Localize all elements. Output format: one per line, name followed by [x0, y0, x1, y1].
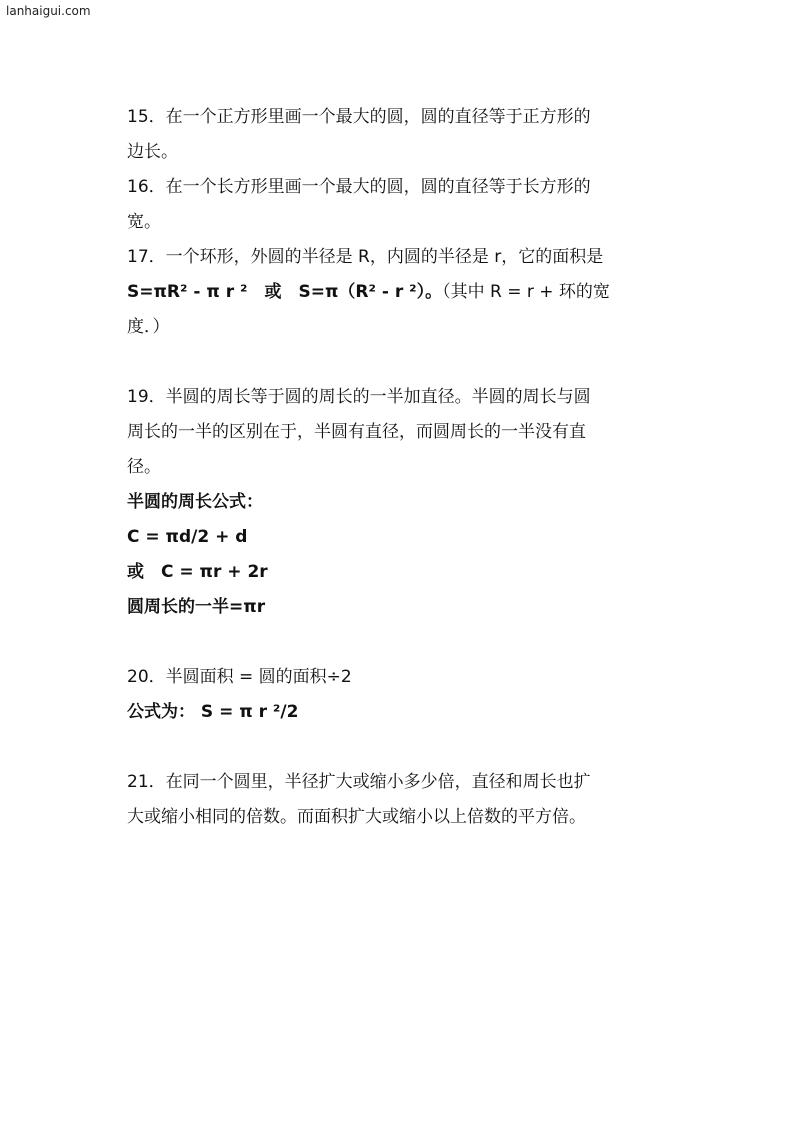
item-19-line-1: 19．半圆的周长等于圆的周长的一半加直径。半圆的周长与圆 — [127, 387, 591, 407]
spacer — [127, 625, 672, 660]
item-17-line-3: 度．） — [127, 317, 170, 337]
item-16-line-1: 16．在一个长方形里画一个最大的圆，圆的直径等于长方形的 — [127, 177, 591, 197]
item-16-line-2: 宽。 — [127, 212, 161, 232]
item-21-line-1: 21．在同一个圆里，半径扩大或缩小多少倍，直径和周长也扩 — [127, 772, 591, 792]
semicircle-area-formula: 公式为： S = π r ²/2 — [127, 702, 299, 722]
item-15-line-1: 15．在一个正方形里画一个最大的圆，圆的直径等于正方形的 — [127, 107, 591, 127]
spacer — [127, 345, 672, 380]
semicircle-perimeter-formula-1: C = πd/2 + d — [127, 527, 248, 547]
annulus-area-formula: S=πR² - π r ² 或 S=π（R² - r ²）。 — [127, 282, 443, 302]
spacer — [127, 730, 672, 765]
item-19-line-2: 周长的一半的区别在于，半圆有直径，而圆周长的一半没有直 — [127, 422, 586, 442]
item-21-line-2: 大或缩小相同的倍数。而面积扩大或缩小以上倍数的平方倍。 — [127, 807, 586, 827]
semicircle-perimeter-formula-2: 或 C = πr + 2r — [127, 562, 268, 582]
half-circumference-formula: 圆周长的一半=πr — [127, 597, 266, 617]
semicircle-perimeter-heading: 半圆的周长公式： — [127, 492, 263, 512]
item-17-note: （其中 R = r + 环的宽 — [442, 282, 610, 302]
watermark-text: lanhaigui.com — [6, 4, 91, 18]
item-15-line-2: 边长。 — [127, 142, 178, 162]
item-20-line-1: 20．半圆面积 = 圆的面积÷2 — [127, 667, 352, 687]
item-17-line-1: 17．一个环形，外圆的半径是 R，内圆的半径是 r，它的面积是 — [127, 247, 604, 267]
item-19-line-3: 径。 — [127, 457, 161, 477]
document-body — [127, 100, 672, 835]
item-17-line-2 — [127, 275, 672, 310]
